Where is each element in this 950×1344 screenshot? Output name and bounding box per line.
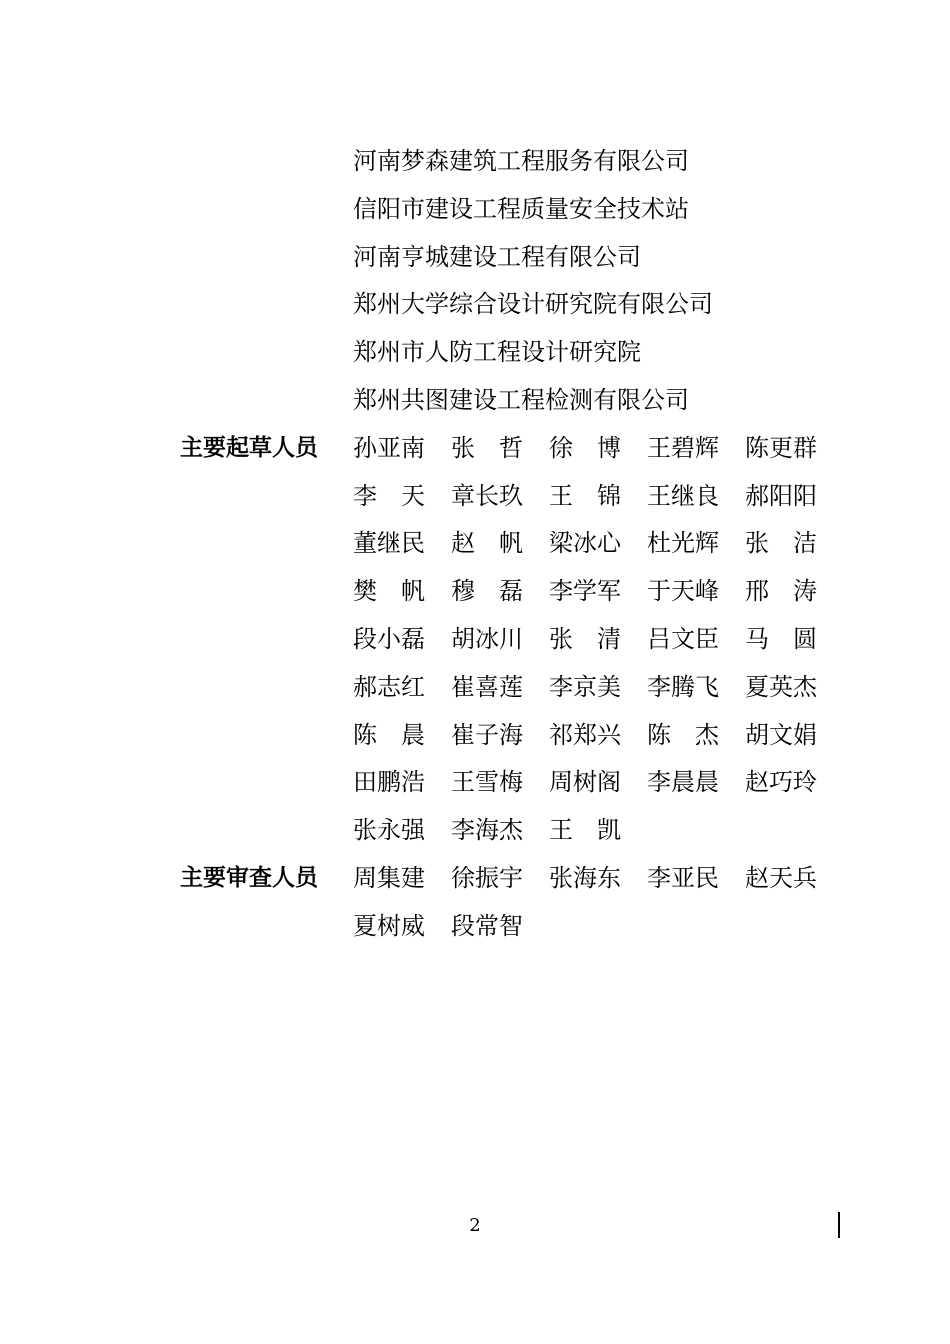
drafters-row (353, 576, 833, 606)
person-name: 赵 帆 (451, 529, 523, 557)
person-name: 崔子海 (451, 721, 523, 749)
person-name: 田鹏浩 (353, 768, 425, 796)
person-name: 徐 博 (549, 434, 621, 462)
person-name: 胡文娟 (745, 721, 817, 749)
margin-bar-mark (838, 1212, 840, 1238)
organization-line: 郑州共图建设工程检测有限公司 (353, 386, 689, 414)
person-name: 周树阁 (549, 768, 621, 796)
person-name: 郝志红 (353, 673, 425, 701)
drafters-row (353, 767, 833, 797)
person-name: 崔喜莲 (451, 673, 523, 701)
person-name: 章长玖 (451, 482, 523, 510)
person-name: 李京美 (549, 673, 621, 701)
drafters-row (353, 720, 833, 750)
organization-line: 郑州市人防工程设计研究院 (353, 338, 641, 366)
person-name: 王 凯 (549, 816, 621, 844)
person-name: 王雪梅 (451, 768, 523, 796)
person-name: 张 清 (549, 625, 621, 653)
organization-line: 河南梦森建筑工程服务有限公司 (353, 147, 689, 175)
person-name: 陈 杰 (647, 721, 719, 749)
person-name: 张永强 (353, 816, 425, 844)
person-name: 邢 涛 (745, 577, 817, 605)
drafters-label: 主要起草人员 (180, 434, 318, 461)
person-name: 于天峰 (647, 577, 719, 605)
person-name: 李亚民 (647, 864, 719, 892)
person-name: 李腾飞 (647, 673, 719, 701)
person-name: 李学军 (549, 577, 621, 605)
person-name: 马 圆 (745, 625, 817, 653)
person-name: 吕文臣 (647, 625, 719, 653)
person-name: 段常智 (451, 912, 523, 940)
person-name: 董继民 (353, 529, 425, 557)
organization-line: 河南亨城建设工程有限公司 (353, 243, 641, 271)
person-name: 周集建 (353, 864, 425, 892)
person-name: 徐振宇 (451, 864, 523, 892)
reviewers-row (353, 863, 833, 893)
person-name: 胡冰川 (451, 625, 523, 653)
person-name: 孙亚南 (353, 434, 425, 462)
person-name: 穆 磊 (451, 577, 523, 605)
organization-line: 信阳市建设工程质量安全技术站 (353, 195, 689, 223)
person-name: 杜光辉 (647, 529, 719, 557)
drafters-row (353, 672, 833, 702)
person-name: 夏英杰 (745, 673, 817, 701)
person-name: 王 锦 (549, 482, 621, 510)
drafters-row (353, 481, 833, 511)
drafters-row (353, 815, 833, 845)
person-name: 赵巧玲 (745, 768, 817, 796)
person-name: 李晨晨 (647, 768, 719, 796)
person-name: 张 洁 (745, 529, 817, 557)
person-name: 张海东 (549, 864, 621, 892)
reviewers-row (353, 911, 833, 941)
person-name: 樊 帆 (353, 577, 425, 605)
person-name: 王继良 (647, 482, 719, 510)
person-name: 段小磊 (353, 625, 425, 653)
person-name: 张 哲 (451, 434, 523, 462)
person-name: 李海杰 (451, 816, 523, 844)
reviewers-label: 主要审查人员 (180, 864, 318, 891)
organization-line: 郑州大学综合设计研究院有限公司 (353, 290, 713, 318)
person-name: 李 天 (353, 482, 425, 510)
person-name: 赵天兵 (745, 864, 817, 892)
page-number: 2 (469, 1215, 481, 1236)
person-name: 王碧辉 (647, 434, 719, 462)
person-name: 陈 晨 (353, 721, 425, 749)
person-name: 夏树威 (353, 912, 425, 940)
drafters-row (353, 624, 833, 654)
person-name: 梁冰心 (549, 529, 621, 557)
drafters-row (353, 528, 833, 558)
person-name: 陈更群 (745, 434, 817, 462)
drafters-row (353, 433, 833, 463)
person-name: 郝阳阳 (745, 482, 817, 510)
person-name: 祁郑兴 (549, 721, 621, 749)
